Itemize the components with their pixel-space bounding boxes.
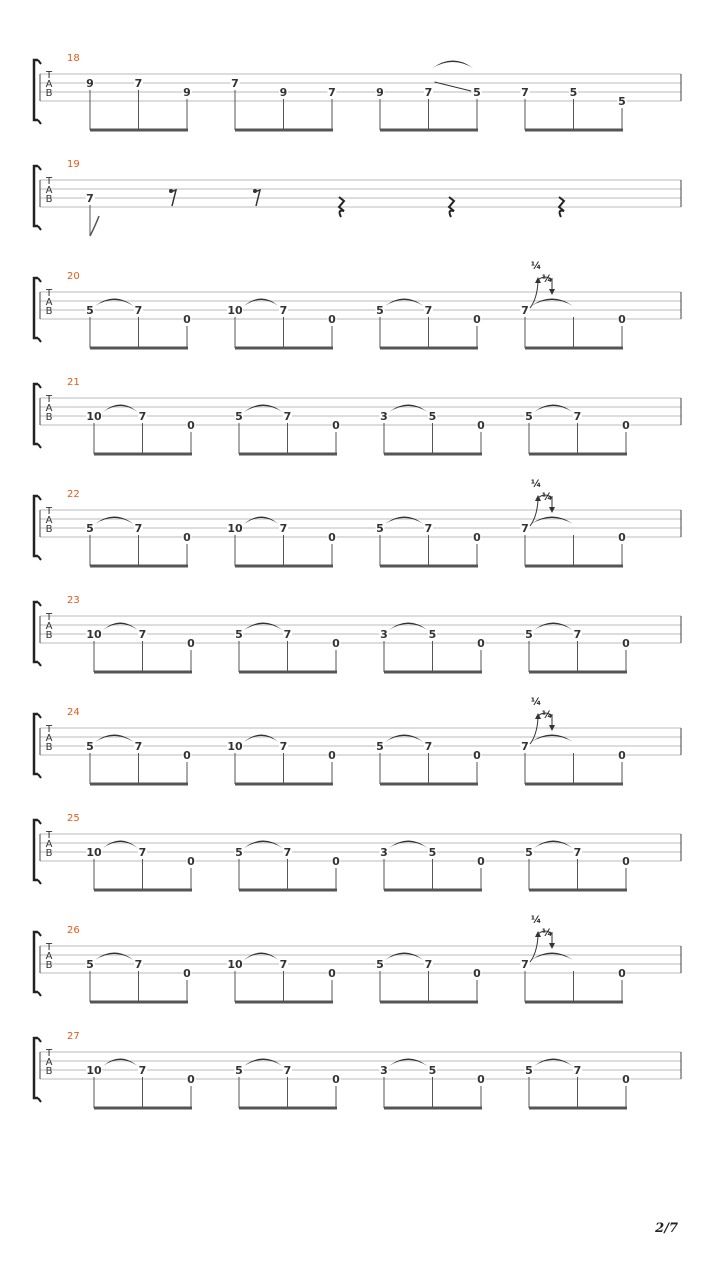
tab-clef-letter: A (45, 839, 53, 850)
tie-arc (389, 623, 428, 631)
measure-number: 27 (67, 1031, 80, 1042)
fret-number: 7 (521, 522, 529, 535)
bend-amount: ¼ (530, 261, 542, 272)
tab-clef-letter: B (45, 306, 53, 317)
tie-arc (385, 517, 424, 525)
beam (235, 129, 333, 132)
bracket-hook (38, 444, 41, 448)
bracket-hook (38, 774, 41, 778)
fret-number: 0 (183, 531, 191, 544)
tab-clef-letter: A (45, 733, 53, 744)
release-amount: ¼ (541, 928, 553, 939)
beam (90, 1001, 188, 1004)
tab-system-24 (34, 696, 681, 786)
beam (94, 453, 192, 456)
fret-number: 5 (86, 304, 94, 317)
tab-clef-letter: A (45, 515, 53, 526)
bracket-hook (38, 1038, 41, 1042)
fret-number: 7 (138, 1064, 147, 1077)
system-bracket (34, 1038, 38, 1098)
tie-arc (244, 841, 283, 849)
tab-clef-letter: T (45, 830, 53, 841)
fret-number: 7 (134, 522, 143, 535)
system-bracket (34, 278, 38, 338)
tab-clef-letter: B (45, 524, 53, 535)
fret-number: 5 (525, 628, 533, 641)
page-number: 2/7 (655, 1221, 678, 1236)
tie-arc (534, 841, 573, 849)
beam (90, 347, 188, 350)
tab-clef-letter: T (45, 70, 53, 81)
beam (94, 889, 192, 892)
fret-number: 7 (283, 846, 292, 859)
beam (239, 1107, 337, 1110)
tab-system-27 (34, 1031, 681, 1110)
fret-number: 7 (138, 628, 147, 641)
beam (239, 453, 337, 456)
fret-number: 5 (428, 628, 437, 641)
tie-arc (103, 405, 138, 413)
fret-number: 0 (183, 749, 191, 762)
beam (380, 1001, 478, 1004)
measure-number: 23 (67, 595, 80, 606)
fret-number: 5 (235, 628, 243, 641)
fret-number: 0 (473, 531, 481, 544)
fret-number: 7 (521, 304, 529, 317)
fret-number: 0 (328, 313, 336, 326)
tab-system-20 (34, 260, 681, 350)
beam (525, 783, 623, 786)
beam (384, 1107, 482, 1110)
fret-number: 7 (86, 192, 94, 205)
fret-number: 3 (380, 628, 388, 641)
fret-number: 7 (424, 740, 433, 753)
flag (90, 216, 99, 236)
tie-arc (244, 405, 283, 413)
fret-number: 7 (521, 958, 529, 971)
fret-number: 5 (428, 846, 437, 859)
beam (235, 565, 333, 568)
bend-amount: ¼ (530, 479, 542, 490)
tab-clef-letter: B (45, 1066, 53, 1077)
fret-number: 0 (473, 967, 481, 980)
beam (239, 889, 337, 892)
fret-number: 0 (183, 313, 191, 326)
beam (529, 671, 627, 674)
beam (380, 565, 478, 568)
beam (525, 1001, 623, 1004)
measure-number: 20 (67, 271, 80, 282)
fret-number: 5 (618, 95, 626, 108)
beam (384, 671, 482, 674)
bracket-hook (38, 662, 41, 666)
fret-number: 7 (283, 628, 292, 641)
system-bracket (34, 166, 38, 226)
tie-arc (531, 953, 573, 961)
system-bracket (34, 932, 38, 992)
fret-number: 0 (477, 637, 485, 650)
bracket-hook (38, 338, 41, 342)
fret-number: 5 (376, 958, 384, 971)
measure-number: 25 (67, 813, 80, 824)
release-amount: ¼ (541, 492, 553, 503)
fret-number: 9 (376, 86, 384, 99)
fret-number: 7 (424, 958, 433, 971)
tie-arc (389, 1059, 428, 1067)
fret-number: 7 (573, 846, 582, 859)
fret-number: 0 (332, 637, 340, 650)
beam (90, 129, 188, 132)
tab-clef-letter: A (45, 1057, 53, 1068)
fret-number: 0 (332, 855, 340, 868)
tab-clef-letter: T (45, 506, 53, 517)
tie-arc (244, 623, 283, 631)
tab-clef-letter: T (45, 288, 53, 299)
fret-number: 0 (473, 749, 481, 762)
fret-number: 7 (138, 410, 147, 423)
fret-number: 5 (86, 740, 94, 753)
fret-number: 0 (618, 749, 626, 762)
fret-number: 7 (279, 522, 288, 535)
measure-number: 26 (67, 925, 80, 936)
measure-number: 19 (67, 159, 80, 170)
bracket-hook (38, 880, 41, 884)
fret-number: 7 (134, 77, 143, 90)
fret-number: 7 (279, 740, 288, 753)
fret-number: 10 (86, 410, 102, 423)
bracket-hook (38, 820, 41, 824)
beam (239, 671, 337, 674)
tab-clef-letter: T (45, 176, 53, 187)
fret-number: 3 (380, 410, 388, 423)
tab-clef-letter: A (45, 185, 53, 196)
fret-number: 0 (328, 967, 336, 980)
tab-clef-letter: B (45, 412, 53, 423)
fret-number: 7 (521, 86, 529, 99)
system-bracket (34, 820, 38, 880)
beam (529, 1107, 627, 1110)
measure-number: 24 (67, 707, 80, 718)
beam (90, 565, 188, 568)
fret-number: 10 (227, 740, 243, 753)
bend-amount: ¼ (530, 697, 542, 708)
fret-number: 5 (525, 1064, 533, 1077)
tab-system-22 (34, 478, 681, 568)
fret-number: 10 (227, 522, 243, 535)
fret-number: 0 (477, 1073, 485, 1086)
tie-arc (389, 841, 428, 849)
beam (235, 1001, 333, 1004)
fret-number: 7 (521, 740, 529, 753)
fret-number: 5 (376, 304, 384, 317)
beam (384, 889, 482, 892)
tie-arc (534, 1059, 573, 1067)
fret-number: 0 (187, 637, 195, 650)
bracket-hook (38, 60, 41, 64)
bracket-hook (38, 120, 41, 124)
fret-number: 0 (618, 313, 626, 326)
fret-number: 0 (622, 419, 630, 432)
bracket-hook (38, 556, 41, 560)
bend-amount: ¼ (530, 915, 542, 926)
fret-number: 5 (376, 740, 384, 753)
beam (529, 453, 627, 456)
fret-number: 0 (187, 1073, 195, 1086)
fret-number: 7 (424, 304, 433, 317)
measure-number: 22 (67, 489, 80, 500)
fret-number: 5 (376, 522, 384, 535)
fret-number: 0 (328, 749, 336, 762)
fret-number: 9 (279, 86, 288, 99)
fret-number: 0 (332, 419, 340, 432)
tie-arc (244, 299, 279, 307)
tab-clef-letter: A (45, 79, 53, 90)
tie-arc (385, 953, 424, 961)
beam (380, 347, 478, 350)
fret-number: 7 (283, 410, 292, 423)
tab-system-25 (34, 813, 681, 892)
fret-number: 0 (477, 855, 485, 868)
fret-number: 0 (332, 1073, 340, 1086)
release-amount: ¼ (541, 274, 553, 285)
tab-clef-letter: A (45, 951, 53, 962)
tie-arc (433, 61, 474, 69)
fret-number: 0 (328, 531, 336, 544)
bracket-hook (38, 932, 41, 936)
fret-number: 7 (424, 86, 433, 99)
fret-number: 5 (428, 1064, 437, 1077)
tab-system-19 (34, 159, 681, 236)
beam (380, 783, 478, 786)
tie-arc (244, 735, 279, 743)
tab-system-26 (34, 914, 681, 1004)
measure-number: 21 (67, 377, 80, 388)
fret-number: 5 (473, 86, 481, 99)
fret-number: 0 (618, 967, 626, 980)
tab-clef-letter: T (45, 394, 53, 405)
fret-number: 5 (235, 846, 243, 859)
tie-arc (103, 1059, 138, 1067)
fret-number: 3 (380, 1064, 388, 1077)
tab-clef-letter: A (45, 621, 53, 632)
tie-arc (103, 841, 138, 849)
tie-arc (95, 735, 134, 743)
system-bracket (34, 714, 38, 774)
fret-number: 0 (622, 637, 630, 650)
fret-number: 5 (569, 86, 578, 99)
bracket-hook (38, 992, 41, 996)
tie-arc (244, 953, 279, 961)
bracket-hook (38, 384, 41, 388)
tab-clef-letter: B (45, 630, 53, 641)
tab-clef-letter: B (45, 88, 53, 99)
tab-clef-letter: T (45, 942, 53, 953)
bracket-hook (38, 1098, 41, 1102)
beam (529, 889, 627, 892)
tab-clef-letter: A (45, 403, 53, 414)
tie-arc (389, 405, 428, 413)
beam (380, 129, 478, 132)
fret-number: 7 (134, 740, 143, 753)
tie-arc (531, 517, 573, 525)
beam (235, 783, 333, 786)
tab-clef-letter: T (45, 612, 53, 623)
fret-number: 3 (380, 846, 388, 859)
system-bracket (34, 602, 38, 662)
fret-number: 7 (138, 846, 147, 859)
fret-number: 5 (86, 522, 94, 535)
system-bracket (34, 496, 38, 556)
release-amount: ¼ (541, 710, 553, 721)
bracket-hook (38, 602, 41, 606)
fret-number: 5 (525, 410, 533, 423)
fret-number: 5 (86, 958, 94, 971)
fret-number: 9 (183, 86, 191, 99)
fret-number: 0 (187, 419, 195, 432)
tab-clef-letter: B (45, 742, 53, 753)
tie-arc (534, 405, 573, 413)
bracket-hook (38, 226, 41, 230)
tab-system-21 (34, 377, 681, 456)
tie-arc (95, 299, 134, 307)
tie-arc (244, 517, 279, 525)
tie-arc (385, 735, 424, 743)
tie-arc (95, 953, 134, 961)
beam (525, 129, 623, 132)
beam (384, 453, 482, 456)
fret-number: 7 (134, 958, 143, 971)
tab-clef-letter: A (45, 297, 53, 308)
tab-clef-letter: B (45, 960, 53, 971)
beam (94, 671, 192, 674)
fret-number: 10 (86, 1064, 102, 1077)
tab-clef-letter: B (45, 848, 53, 859)
tab-system-23 (34, 595, 681, 674)
fret-number: 7 (328, 86, 336, 99)
fret-number: 5 (235, 1064, 243, 1077)
beam (90, 783, 188, 786)
system-bracket (34, 60, 38, 120)
beam (525, 565, 623, 568)
bracket-hook (38, 714, 41, 718)
bracket-hook (38, 278, 41, 282)
fret-number: 0 (187, 855, 195, 868)
fret-number: 5 (525, 846, 533, 859)
fret-number: 7 (279, 304, 288, 317)
tab-clef-letter: B (45, 194, 53, 205)
system-bracket (34, 384, 38, 444)
fret-number: 0 (473, 313, 481, 326)
fret-number: 7 (134, 304, 143, 317)
fret-number: 7 (573, 628, 582, 641)
fret-number: 9 (86, 77, 94, 90)
measure-number: 18 (67, 53, 80, 64)
fret-number: 7 (424, 522, 433, 535)
fret-number: 7 (573, 1064, 582, 1077)
bracket-hook (38, 166, 41, 170)
bracket-hook (38, 496, 41, 500)
tie-arc (531, 299, 573, 307)
fret-number: 0 (622, 855, 630, 868)
fret-number: 5 (235, 410, 243, 423)
beam (235, 347, 333, 350)
tab-clef-letter: T (45, 724, 53, 735)
fret-number: 0 (477, 419, 485, 432)
fret-number: 10 (86, 846, 102, 859)
tab-clef-letter: T (45, 1048, 53, 1059)
fret-number: 10 (227, 958, 243, 971)
tie-arc (531, 735, 573, 743)
fret-number: 5 (428, 410, 437, 423)
fret-number: 7 (573, 410, 582, 423)
tie-arc (95, 517, 134, 525)
fret-number: 0 (183, 967, 191, 980)
fret-number: 0 (622, 1073, 630, 1086)
tie-arc (385, 299, 424, 307)
beam (94, 1107, 192, 1110)
tie-arc (534, 623, 573, 631)
fret-number: 0 (618, 531, 626, 544)
tab-system-18 (34, 53, 681, 132)
fret-number: 7 (279, 958, 288, 971)
fret-number: 7 (231, 77, 239, 90)
tie-arc (103, 623, 138, 631)
fret-number: 7 (283, 1064, 292, 1077)
fret-number: 10 (86, 628, 102, 641)
beam (525, 347, 623, 350)
fret-number: 10 (227, 304, 243, 317)
tie-arc (244, 1059, 283, 1067)
